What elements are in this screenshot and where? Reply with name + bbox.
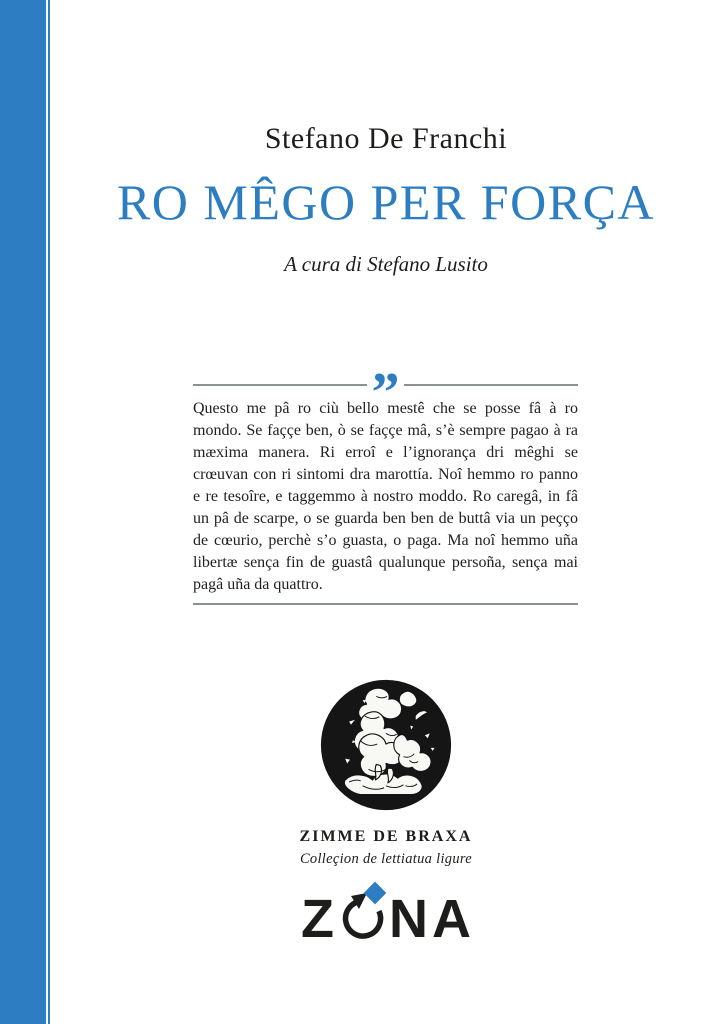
quote-rule-right: [404, 384, 578, 386]
diamond-icon: [364, 882, 387, 905]
quote-rule-left: [193, 384, 367, 386]
smoke-emblem: [318, 677, 454, 813]
author-name: Stefano De Franchi: [264, 122, 508, 155]
quote-rule-row: [193, 362, 578, 424]
quote-text: Questo me pâ ro ciù bello mestê che se posse fâ à ro mondo. Se faççe ben, ò se faççe mâ, s’è sempre pagao à ra mæxima manera. Ri erroî e l’ignorança dri mêghi se crœuvan con ri sintomi dra marottía. Noî hemmo ro panno e re tesoîre, e taggemmo à nostro moddo. Ro caregâ, in fâ un pâ de scarpe, o se guarda ben ben de buttâ via un peçço de cœurio, perchè s’o guasta, o paga. Ma noî hemmo uña libertæ sença fin de guastâ qualunque persoña, sença mai pagâ uña da quattro.: [193, 400, 578, 593]
logo-letter-n: N: [389, 889, 428, 943]
cover-content: [50, 0, 722, 1024]
edition-note: A cura di Stefano Lusito: [284, 252, 488, 276]
logo-letter-z: Z: [301, 889, 334, 943]
quotation-mark-icon: ”: [371, 362, 400, 424]
series-tagline: Colleçion de lettiatua ligure: [299, 851, 473, 867]
spine-accent-stripe: [0, 0, 46, 1024]
smoke-illustration: [318, 677, 454, 813]
quote-block: [193, 362, 578, 611]
logo-letter-a: A: [432, 889, 471, 943]
quote-mark-box: [367, 362, 404, 424]
quote-rule-bottom: [193, 603, 578, 605]
publisher-logo: [301, 881, 471, 943]
book-title: RO MÊGO PER FORÇA: [116, 174, 656, 230]
series-name: ZIMME DE BRAXA: [299, 828, 473, 845]
